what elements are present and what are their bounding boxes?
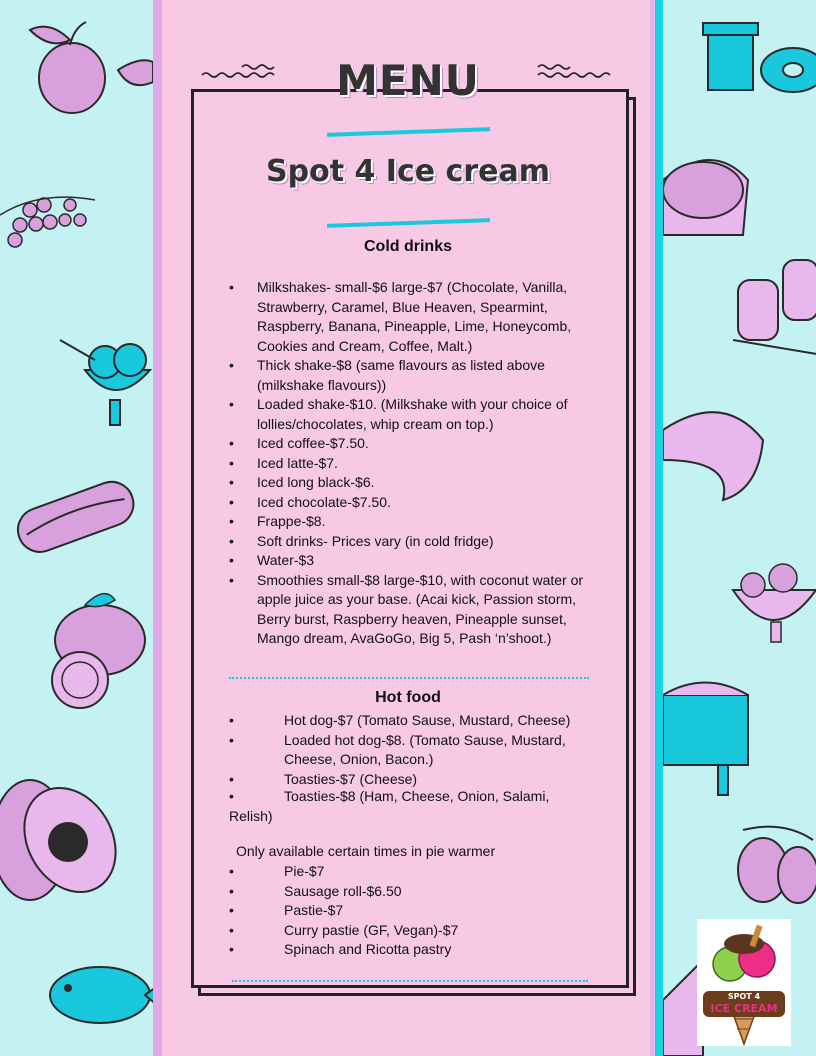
logo-line2: ICE CREAM [710, 1002, 778, 1015]
roast-chicken-illustration [663, 160, 748, 235]
sundae-illustration [60, 340, 150, 425]
list-item: • Curry pastie (GF, Vegan)-$7 [229, 921, 609, 941]
right-squiggle-decoration [536, 64, 618, 80]
grapes-illustration [0, 197, 95, 247]
right-decoration-panel [663, 0, 816, 1056]
list-item: • Toasties-$7 (Cheese) [229, 770, 609, 790]
list-item: • Thick shake-$8 (same flavours as listed above (milkshake flavours)) [229, 356, 601, 395]
hot-food-list [229, 711, 609, 789]
hotdog-illustration [12, 476, 140, 558]
croissant-illustration [663, 412, 763, 500]
hot-food-heading: Hot food [375, 689, 441, 706]
list-item: • Smoothies small-$8 large-$10, with coconut water or apple juice as your base. (Acai kick, Passion storm, Berry burst, Raspberry heaven, Pineapple sunset, Mango dream, AvaGoGo, Big 5, Pash ‘n’shoot.) [229, 571, 601, 649]
list-item: • Hot dog-$7 (Tomato Sause, Mustard, Cheese) [229, 711, 609, 731]
list-item: • Spinach and Ricotta pastry [229, 940, 609, 960]
citrus-illustration [52, 594, 145, 708]
left-squiggle-decoration [200, 64, 282, 80]
ice-cream-logo-icon [697, 919, 791, 1046]
list-item: • Loaded hot dog-$8. (Tomato Sause, Mustard, Cheese, Onion, Bacon.) [229, 731, 609, 770]
cake-illustration [663, 683, 748, 796]
shop-name: Spot 4 Ice cream [266, 154, 550, 189]
list-item: • Iced coffee-$7.50. [229, 434, 601, 454]
left-decoration-panel [0, 0, 153, 1056]
food-illustrations-left [0, 0, 153, 1056]
fruit-bowl-illustration [733, 564, 816, 642]
avocado-illustration [0, 771, 134, 908]
list-item: • Iced long black-$6. [229, 473, 601, 493]
list-item: • Iced chocolate-$7.50. [229, 493, 601, 513]
list-item: • Loaded shake-$10. (Milkshake with your choice of lollies/chocolates, whip cream on top.) [229, 395, 601, 434]
list-item: • Pie-$7 [229, 862, 609, 882]
fish-illustration [50, 967, 153, 1023]
shop-logo [697, 919, 791, 1046]
list-item: • Pastie-$7 [229, 901, 609, 921]
cold-drinks-list [229, 278, 601, 649]
right-cyan-stripe [655, 0, 663, 1056]
list-item: • Water-$3 [229, 551, 601, 571]
list-item: Toasties-$8 (Ham, Cheese, Onion, Salami, [284, 788, 550, 804]
list-item: • Soft drinks- Prices vary (in cold fridge) [229, 532, 601, 552]
bottom-divider [232, 980, 588, 982]
cold-drinks-heading: Cold drinks [363, 238, 452, 255]
pie-warmer-note: Only available certain times in pie warmer [236, 843, 496, 859]
hot-food-last-item: • Toasties-$8 (Ham, Cheese, Onion, Salami, Relish) [229, 787, 609, 826]
coffee-donut-illustration [703, 23, 816, 92]
logo-line1: SPOT 4 [727, 992, 761, 1001]
food-illustrations-right [663, 0, 816, 1056]
list-item: • Sausage roll-$6.50 [229, 882, 609, 902]
menu-title: MENU [336, 56, 480, 105]
apple-illustration [30, 22, 105, 113]
pie-warmer-list [229, 862, 609, 960]
section-divider [229, 677, 589, 679]
list-item: • Milkshakes- small-$6 large-$7 (Chocolate, Vanilla, Strawberry, Caramel, Blue Heaven, Spearmint, Raspberry, Banana, Pineapple, Lime, Honeycomb, Cookies and Cream, Coffee, Malt.) [229, 278, 601, 356]
pears-illustration [738, 827, 816, 903]
list-item: • Iced latte-$7. [229, 454, 601, 474]
salt-pepper-illustration [733, 260, 816, 355]
list-item: • Frappe-$8. [229, 512, 601, 532]
left-purple-stripe [153, 0, 162, 1056]
list-item-wrap: Relish) [229, 807, 273, 824]
